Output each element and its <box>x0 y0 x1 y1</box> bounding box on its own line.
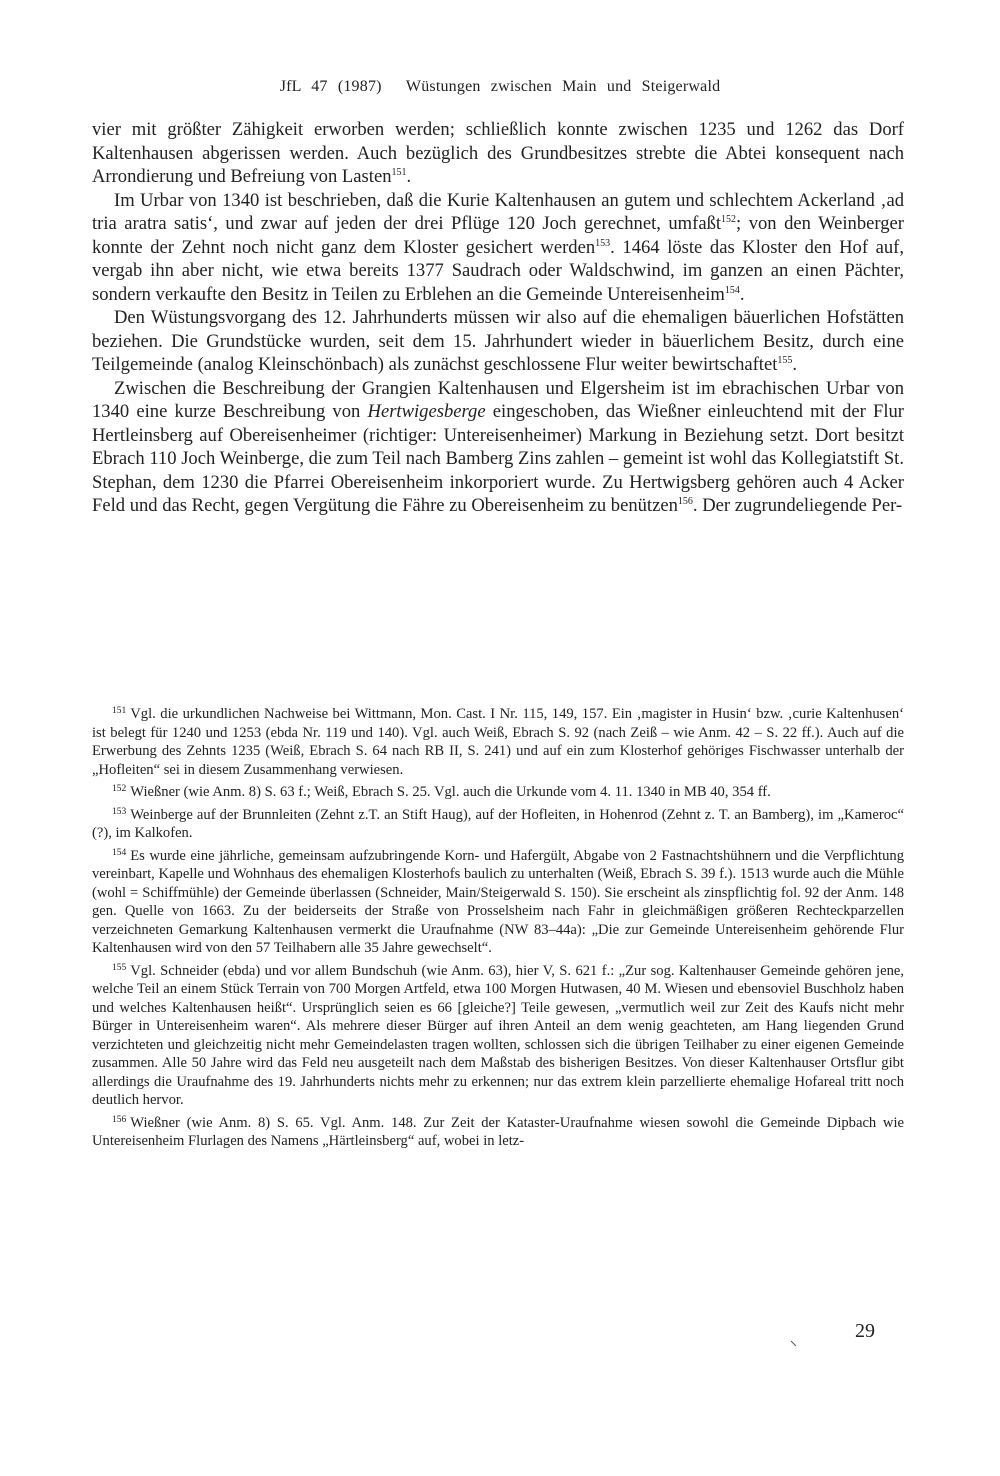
body-text <box>92 118 904 518</box>
footnote-text: Es wurde eine jährliche, gemeinsam aufzubringende Korn- und Hafergült, Abgabe von 2 Fastnachtshühnern und die Verpflichtung vereinbart, Kapelle und Wohnhaus des ehemaligen Klosterhofs baulich zu unterhalten (Weiß, Ebrach S. 39 f.). 1513 wurde auch die Mühle (wohl = Schiffmühle) der Gemeinde überlassen (Schneider, Main/Steigerwald S. 150). Sie erscheint als zinspflichtig fol. 92 der Anm. 148 gen. Quelle von 1663. Zu der beiderseits der Straße von Prosselsheim nach Fahr in gleichmäßigen größeren Rechteckparzellen verzeichneten Gemarkung Kaltenhausen vermerkt die Uraufnahme (NW 83–44a): „Die zur Gemeinde Untereisenheim gehörende Flur Kaltenhausen wird von den 57 Teilhabern alle 35 Jahre gewechselt“. <box>92 847 904 956</box>
footnote-153 <box>92 806 904 843</box>
footnote-text: Wießner (wie Anm. 8) S. 63 f.; Weiß, Ebrach S. 25. Vgl. auch die Urkunde vom 4. 11. 1340 in MB 40, 354 ff. <box>130 784 771 800</box>
footnote-ref-155[interactable]: 155 <box>777 355 793 366</box>
footnote-number: 151 <box>112 706 127 716</box>
running-head <box>0 78 1000 96</box>
footnote-ref-156[interactable]: 156 <box>677 496 693 507</box>
paragraph-2: Im Urbar von 1340 ist beschrieben, daß die Kurie Kaltenhausen an gutem und schlechtem Ackerland ‚ad tria aratra satis‘, und zwar auf jeden der drei Pflüge 120 Joch gerechnet, umfaßt$^{152}$; von den Weinberger konnte der Zehnt noch nicht ganz dem Kloster gesichert werden$^{153}$. 1464 löste das Kloster den Hof auf, vergab ihn aber nicht, wie etwa bereits 1377 Saudrach oder Waldschwind, im ganzen an einen Pächter, sondern verkaufte den Besitz in Teilen zu Erblehen an die Gemeinde Untereisenheim$^{154}$. <box>92 189 905 305</box>
footnote-154 <box>92 847 904 958</box>
footnote-151 <box>92 705 904 779</box>
footnote-number: 154 <box>112 847 127 858</box>
footnote-ref-152[interactable]: 152 <box>721 214 737 225</box>
footnote-152 <box>92 783 904 802</box>
journal-reference: JfL 47 (1987) <box>279 78 382 95</box>
footnote-number: 153 <box>112 806 127 817</box>
footnote-text: Vgl. Schneider (ebda) und vor allem Bundschuh (wie Anm. 63), hier V, S. 621 f.: „Zur sog. Kaltenhauser Gemeinde gehören jene, welche Teil an einem Stück Terrain von 700 Morgen Artfeld, etwa 100 Morgen Hutwasen, 40 M. Wiesen und ebensoviel Buschholz haben und welches Kaltenhausen heißt“. Ursprünglich seien es 66 [gleiche?] Teile gewesen, „vermutlich weil zur Zeit des Kaufs nicht mehr Bürger in Untereisenheim waren“. Als mehrere dieser Bürger auf ihren Anteil an dem wenig geachteten, am Hang liegenden Grund verzichteten und gleichzeitig nicht mehr Gemeindelasten tragen wollten, schlossen sich die übrigen Teilhaber zu einer eigenen Gemeinde zusammen. Alle 50 Jahre wird das Feld neu ausgeteilt nach dem Maßstab des bisherigen Besitzes. Von dieser Kaltenhauser Ortsflur gibt allerdings die Uraufnahme des 19. Jahrhunderts nichts mehr zu erkennen; nur das extrem klein parzellierte ehemalige Hofareal tritt noch deutlich hervor. <box>92 962 904 1108</box>
footnote-number: 152 <box>112 784 127 794</box>
footnote-text: Weinberge auf der Brunnleiten (Zehnt z.T. an Stift Haug), auf der Hofleiten, in Hohenrod (Zehnt z. T. an Bamberg), im „Kameroc“ (?), im Kalkofen. <box>92 806 904 841</box>
footnote-number: 155 <box>112 962 127 973</box>
article-title: Wüstungen zwischen Main und Steigerwald <box>405 78 721 95</box>
footnote-number: 156 <box>112 1114 127 1125</box>
footnote-text: Vgl. die urkundlichen Nachweise bei Wittmann, Mon. Cast. I Nr. 115, 149, 157. Ein ‚magister in Husin‘ bzw. ‚curie Kaltenhusen‘ ist belegt für 1240 und 1253 (ebda Nr. 119 und 140). Vgl. auch Weiß, Ebrach S. 92 (nach Zeiß – wie Anm. 42 – S. 22 ff.). Auch auf die Erwerbung des Zehnts 1235 (Weiß, Ebrach S. 64 nach RB II, S. 241) und auf ein zum Klosterhof gehöriges Fischwasser unterhalb der „Hofleiten“ sei in diesem Zusammenhang verwiesen. <box>92 706 904 778</box>
footnote-155 <box>92 962 904 1110</box>
paragraph-1: vier mit größter Zähigkeit erworben werden; schließlich konnte zwischen 1235 und 1262 das Dorf Kaltenhausen abgerissen werden. Auch bezüglich des Grundbesitzes strebte die Abtei konsequent nach Arrondierung und Befreiung von Lasten$^{151}$. <box>92 119 904 187</box>
paragraph-3: Den Wüstungsvorgang des 12. Jahrhunderts müssen wir also auf die ehemaligen bäuerlichen Hofstätten beziehen. Die Grundstücke wurden, seit dem 15. Jahrhundert wieder in bäuerlichem Besitz, durch eine Teilgemeinde (analog Kleinschönbach) als zunächst geschlossene Flur weiter bewirtschaftet$^{155}$. <box>92 307 904 375</box>
page-number: 29 <box>855 1320 875 1342</box>
footnote-ref-151[interactable]: 151 <box>391 167 407 178</box>
scan-mark <box>791 1341 797 1347</box>
emphasis-hertwigesberge: Hertwigesberge <box>367 401 486 422</box>
footnote-text: Wießner (wie Anm. 8) S. 65. Vgl. Anm. 148. Zur Zeit der Kataster-Uraufnahme wiesen sowohl die Gemeinde Dipbach wie Untereisenheim Flurlagen des Namens „Härtleinsberg“ auf, wobei in letz- <box>92 1114 904 1149</box>
paragraph-4: Zwischen die Beschreibung der Grangien Kaltenhausen und Elgersheim ist im ebrachischen Urbar von 1340 eine kurze Beschreibung von Hertwigesberge eingeschoben, das Wießner einleuchtend mit der Flur Hertleinsberg auf Obereisenheimer (richtiger: Untereisenheimer) Markung in Beziehung setzt. Dort besitzt Ebrach 110 Joch Weinberge, die zum Teil nach Bamberg Zins zahlen – gemeint ist wohl das Kollegiatstift St. Stephan, dem 1230 die Pfarrei Obereisenheim inkorporiert wurde. Zu Hertwigsberg gehören auch 4 Acker Feld und das Recht, gegen Vergütung die Fähre zu Obereisenheim zu benützen$^{156}$. Der zugrundeliegende Per- <box>92 377 904 516</box>
footnote-156 <box>92 1114 904 1151</box>
footnote-ref-153[interactable]: 153 <box>595 237 611 249</box>
footnote-ref-154[interactable]: 154 <box>724 284 740 296</box>
footnotes <box>92 705 904 1155</box>
